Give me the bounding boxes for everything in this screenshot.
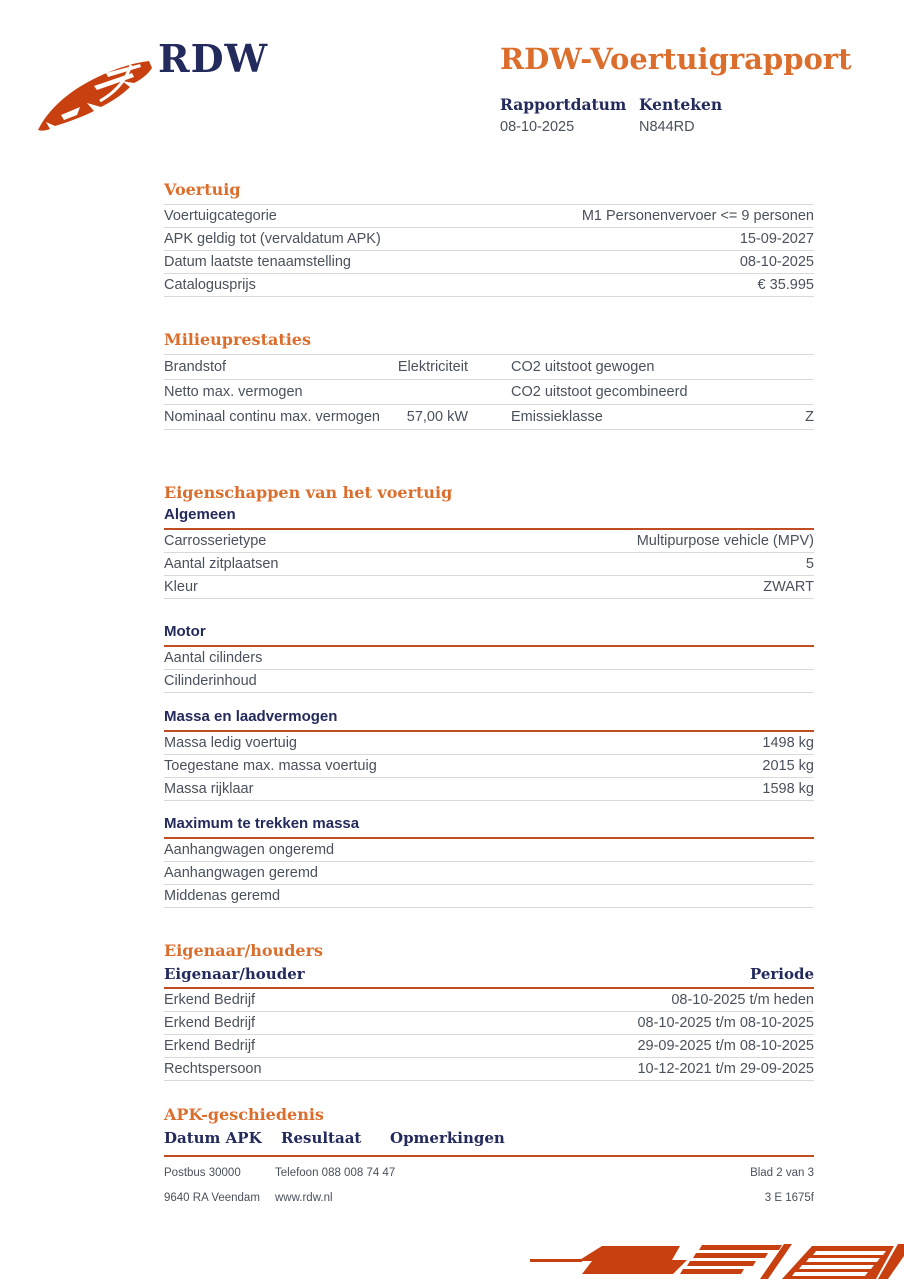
table-row — [164, 274, 814, 297]
column-header-period: Periode — [749, 965, 814, 983]
row-value: 1498 kg — [762, 735, 814, 751]
row-value: 57,00 kW — [406, 409, 468, 425]
row-value: Elektriciteit — [397, 359, 468, 375]
section-title: Eigenaar/houders — [164, 941, 324, 960]
rdw-feather-logo-icon — [36, 52, 154, 134]
table-row — [164, 251, 814, 274]
row-label: Cilinderinhoud — [164, 673, 257, 689]
table-row — [164, 576, 814, 599]
subsection-algemeen — [164, 506, 814, 599]
row-label: Aantal cilinders — [164, 650, 263, 666]
row-value: 1598 kg — [762, 781, 814, 797]
subsection-trekken-massa — [164, 815, 814, 908]
trekken-table — [164, 839, 814, 908]
milieu-table — [164, 354, 814, 430]
license-plate-value: N844RD — [639, 119, 695, 135]
report-meta — [500, 95, 778, 135]
row-label: Voertuigcategorie — [164, 208, 277, 224]
page-title: RDW-Voertuigrapport — [500, 42, 852, 76]
table-row — [164, 405, 814, 430]
row-label: Aantal zitplaatsen — [164, 556, 279, 572]
footer-website: www.rdw.nl — [275, 1192, 333, 1204]
row-label: Emissieklasse — [511, 409, 603, 425]
license-plate-block — [639, 95, 778, 135]
report-date-label: Rapportdatum — [500, 95, 627, 114]
row-value: Multipurpose vehicle (MPV) — [636, 533, 814, 549]
owner-table-header — [164, 965, 814, 989]
row-label: Datum laatste tenaamstelling — [164, 254, 351, 270]
table-row — [164, 228, 814, 251]
row-label: Kleur — [164, 579, 198, 595]
row-label: Nominaal continu max. vermogen — [164, 409, 380, 425]
section-title: APK-geschiedenis — [164, 1105, 324, 1124]
license-plate-label: Kenteken — [639, 95, 723, 114]
row-label: CO2 uitstoot gewogen — [511, 359, 655, 375]
table-row — [164, 355, 814, 380]
owner-period: 08-10-2025 t/m heden — [671, 992, 814, 1008]
table-row — [164, 885, 814, 908]
footer-line-1 — [164, 1167, 814, 1181]
row-value: Z — [805, 409, 814, 425]
table-row — [164, 647, 814, 670]
voertuig-table — [164, 204, 814, 297]
table-row — [164, 530, 814, 553]
row-value: M1 Personenvervoer <= 9 personen — [581, 208, 814, 224]
motor-table — [164, 647, 814, 693]
table-row — [164, 839, 814, 862]
footer-line-2 — [164, 1192, 814, 1206]
row-label: Massa ledig voertuig — [164, 735, 297, 751]
owner-period: 10-12-2021 t/m 29-09-2025 — [637, 1061, 814, 1077]
table-row — [164, 380, 814, 405]
owner-table — [164, 989, 814, 1081]
row-value: € 35.995 — [757, 277, 814, 293]
row-label: Netto max. vermogen — [164, 384, 303, 400]
footer-page-indicator: Blad 2 van 3 — [750, 1167, 814, 1179]
section-title: Voertuig — [164, 180, 241, 199]
table-row — [164, 732, 814, 755]
subsection-motor — [164, 623, 814, 693]
footer-address-line2: 9640 RA Veendam — [164, 1192, 260, 1204]
section-voertuig — [164, 180, 814, 297]
subsection-title: Maximum te trekken massa — [164, 815, 814, 839]
table-row — [164, 1058, 814, 1081]
row-value: 5 — [805, 556, 814, 572]
row-label: Aanhangwagen ongeremd — [164, 842, 335, 858]
table-row — [164, 989, 814, 1012]
section-title-eigenschappen: Eigenschappen van het voertuig — [164, 483, 453, 502]
section-title: Milieuprestaties — [164, 330, 311, 349]
section-apk-geschiedenis — [164, 1105, 814, 1157]
row-value: 08-10-2025 — [739, 254, 814, 270]
report-date-value: 08-10-2025 — [500, 119, 575, 135]
subsection-massa — [164, 708, 814, 801]
rdw-logo-text: RDW — [158, 36, 269, 81]
table-row — [164, 1012, 814, 1035]
table-row — [164, 755, 814, 778]
section-eigenaar-houders — [164, 941, 814, 1081]
footer-phone: Telefoon 088 008 74 47 — [275, 1167, 396, 1179]
row-label: Massa rijklaar — [164, 781, 254, 797]
table-row — [164, 778, 814, 801]
column-header-datum-apk: Datum APK — [164, 1129, 262, 1147]
owner-name: Erkend Bedrijf — [164, 992, 256, 1008]
owner-period: 29-09-2025 t/m 08-10-2025 — [637, 1038, 814, 1054]
table-row — [164, 205, 814, 228]
row-value: 15-09-2027 — [739, 231, 814, 247]
row-label: Aanhangwagen geremd — [164, 865, 318, 881]
row-value: ZWART — [763, 579, 814, 595]
owner-name: Rechtspersoon — [164, 1061, 262, 1077]
rdw-wing-graphic-icon — [520, 1240, 904, 1280]
subsection-title: Motor — [164, 623, 814, 647]
footer-form-code: 3 E 1675f — [764, 1192, 814, 1204]
massa-table — [164, 732, 814, 801]
owner-period: 08-10-2025 t/m 08-10-2025 — [637, 1015, 814, 1031]
subsection-title: Algemeen — [164, 506, 814, 530]
row-label: Toegestane max. massa voertuig — [164, 758, 377, 774]
subsection-title: Massa en laadvermogen — [164, 708, 814, 732]
section-milieuprestaties — [164, 330, 814, 430]
table-row — [164, 670, 814, 693]
row-label: APK geldig tot (vervaldatum APK) — [164, 231, 381, 247]
row-value: 2015 kg — [762, 758, 814, 774]
row-label: Brandstof — [164, 359, 227, 375]
owner-name: Erkend Bedrijf — [164, 1015, 256, 1031]
table-row — [164, 1035, 814, 1058]
row-label: Carrosserietype — [164, 533, 267, 549]
algemeen-table — [164, 530, 814, 599]
table-row — [164, 553, 814, 576]
apk-table-header — [164, 1129, 814, 1157]
column-header-owner: Eigenaar/houder — [164, 965, 305, 983]
row-label: Middenas geremd — [164, 888, 281, 904]
owner-name: Erkend Bedrijf — [164, 1038, 256, 1054]
column-header-resultaat: Resultaat — [281, 1129, 362, 1147]
column-header-opmerkingen: Opmerkingen — [390, 1129, 505, 1147]
report-date-block — [500, 95, 639, 135]
row-label: CO2 uitstoot gecombineerd — [511, 384, 688, 400]
table-row — [164, 862, 814, 885]
footer-address-line1: Postbus 30000 — [164, 1167, 241, 1179]
row-label: Catalogusprijs — [164, 277, 256, 293]
